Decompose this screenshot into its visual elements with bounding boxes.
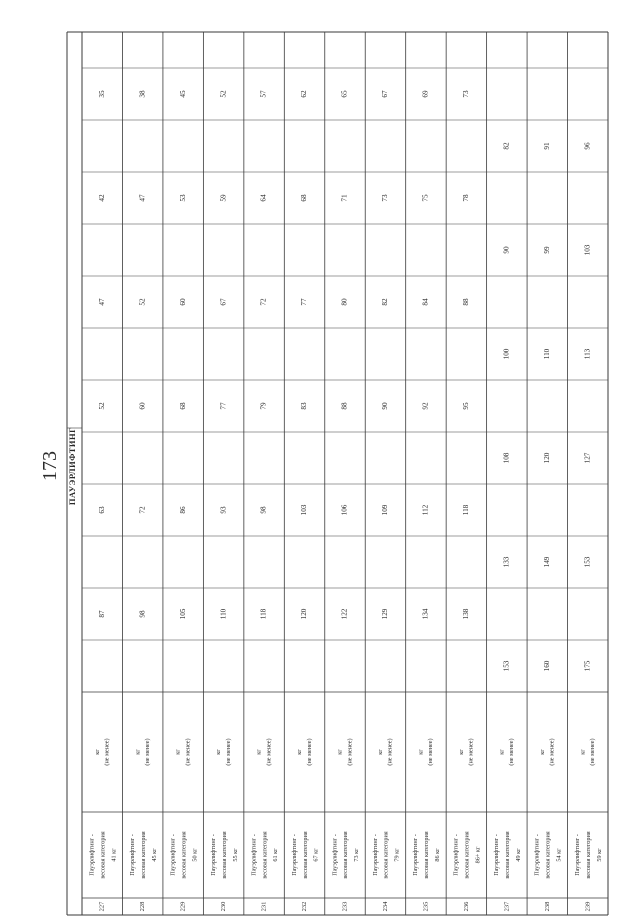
norm-value: 53: [178, 194, 187, 202]
norm-value: 98: [259, 506, 268, 514]
discipline-name-line: Пауэрлифтинг -: [452, 834, 460, 876]
discipline-name-line: 45 кг: [150, 848, 158, 862]
norm-value: 175: [583, 660, 592, 672]
norm-value: 87: [97, 610, 106, 618]
norm-value: 67: [381, 90, 390, 98]
norm-value: 118: [259, 608, 268, 620]
norm-value: 72: [259, 298, 268, 306]
norm-value: 122: [340, 608, 349, 620]
norm-value: 68: [300, 194, 309, 202]
norm-value: 52: [138, 298, 147, 306]
norm-value: 88: [340, 402, 349, 410]
discipline-name-line: Пауэрлифтинг -: [533, 834, 541, 876]
discipline-name-line: Пауэрлифтинг -: [574, 834, 582, 876]
row-number: 237: [503, 901, 511, 912]
unit-note: (не менее): [508, 738, 516, 766]
norm-value: 138: [462, 608, 471, 620]
discipline-name-line: 86+ кг: [474, 846, 482, 864]
norm-value: 45: [178, 90, 187, 98]
norm-value: 64: [259, 194, 268, 202]
norm-value: 86: [178, 506, 187, 514]
row-number: 227: [98, 901, 106, 912]
unit-note: (не менее): [346, 738, 354, 766]
discipline-name-line: Пауэрлифтинг -: [250, 834, 258, 876]
unit-label: кг: [498, 749, 506, 755]
norm-value: 110: [219, 608, 228, 620]
row-number: 233: [341, 901, 349, 912]
norm-value: 68: [178, 402, 187, 410]
norm-value: 90: [502, 246, 511, 254]
norm-value: 103: [583, 244, 592, 256]
discipline-name-line: Пауэрлифтинг -: [331, 834, 339, 876]
row-number: 232: [301, 901, 309, 912]
discipline-name-line: 67 кг: [312, 848, 320, 862]
discipline-name-line: весовая категория: [463, 831, 471, 879]
norm-value: 134: [421, 608, 430, 620]
norm-value: 35: [97, 90, 106, 98]
norm-value: 149: [542, 556, 551, 568]
unit-label: кг: [377, 749, 385, 755]
row-number: 236: [462, 901, 470, 912]
page-number: 173: [39, 451, 61, 481]
discipline-name-line: весовая категория: [504, 831, 512, 879]
discipline-name-line: 41 кг: [110, 848, 118, 862]
norm-value: 108: [502, 452, 511, 464]
norm-value: 112: [421, 504, 430, 516]
section-title: ПАУЭРЛИФТИНГ: [67, 426, 77, 506]
discipline-name-line: весовая категория: [301, 831, 309, 879]
unit-label: кг: [215, 749, 223, 755]
norm-value: 84: [421, 298, 430, 306]
norm-value: 105: [178, 608, 187, 620]
discipline-name-line: весовая категория: [342, 831, 350, 879]
unit-note: (не менее): [427, 738, 435, 766]
discipline-name-line: весовая категория: [585, 831, 593, 879]
norm-value: 47: [97, 298, 106, 306]
discipline-name-line: весовая категория: [261, 831, 269, 879]
discipline-name-line: 55 кг: [231, 848, 239, 862]
discipline-name-line: 54 кг: [555, 848, 563, 862]
norm-value: 153: [502, 660, 511, 672]
norm-value: 69: [421, 90, 430, 98]
row-number: 228: [139, 901, 147, 912]
discipline-name-line: весовая категория: [139, 831, 147, 879]
norm-value: 78: [462, 194, 471, 202]
norm-value: 67: [219, 298, 228, 306]
norm-value: 52: [97, 402, 106, 410]
discipline-name-line: 50 кг: [191, 848, 199, 862]
unit-note: (не менее): [386, 738, 394, 766]
unit-note: (не менее): [548, 738, 556, 766]
norm-value: 57: [259, 90, 268, 98]
row-number: 239: [584, 901, 592, 912]
norm-value: 75: [421, 194, 430, 202]
norm-value: 99: [542, 246, 551, 254]
norm-value: 88: [462, 298, 471, 306]
unit-note: (не менее): [224, 738, 232, 766]
norm-value: 93: [219, 506, 228, 514]
norm-value: 80: [340, 298, 349, 306]
unit-label: кг: [296, 749, 304, 755]
discipline-name-line: Пауэрлифтинг -: [493, 834, 501, 876]
norm-value: 73: [462, 90, 471, 98]
discipline-name-line: Пауэрлифтинг -: [371, 834, 379, 876]
norm-value: 90: [381, 402, 390, 410]
discipline-name-line: весовая категория: [180, 831, 188, 879]
norm-value: 47: [138, 194, 147, 202]
unit-note: (не менее): [265, 738, 273, 766]
norm-value: 60: [138, 402, 147, 410]
norm-value: 83: [300, 402, 309, 410]
discipline-name-line: весовая категория: [423, 831, 431, 879]
norm-value: 160: [542, 660, 551, 672]
discipline-name-line: Пауэрлифтинг -: [88, 834, 96, 876]
unit-note: (не менее): [589, 738, 597, 766]
norm-value: 62: [300, 90, 309, 98]
discipline-name-line: весовая категория: [99, 831, 107, 879]
row-number: 230: [220, 901, 228, 912]
norm-value: 63: [97, 506, 106, 514]
unit-label: кг: [255, 749, 263, 755]
norm-value: 65: [340, 90, 349, 98]
norm-value: 72: [138, 506, 147, 514]
norm-value: 106: [340, 504, 349, 516]
norm-value: 98: [138, 610, 147, 618]
norm-value: 103: [300, 504, 309, 516]
discipline-name-line: Пауэрлифтинг -: [290, 834, 298, 876]
norm-value: 52: [219, 90, 228, 98]
unit-label: кг: [417, 749, 425, 755]
norm-value: 71: [340, 194, 349, 202]
unit-label: кг: [457, 749, 465, 755]
norm-value: 110: [542, 348, 551, 360]
norm-value: 120: [300, 608, 309, 620]
row-number: 231: [260, 901, 268, 912]
unit-label: кг: [579, 749, 587, 755]
norm-value: 96: [583, 142, 592, 150]
unit-note: (не менее): [467, 738, 475, 766]
discipline-name-line: 86 кг: [434, 848, 442, 862]
discipline-name-line: 61 кг: [272, 848, 280, 862]
norm-value: 42: [97, 194, 106, 202]
norm-value: 77: [219, 402, 228, 410]
norm-value: 82: [381, 298, 390, 306]
unit-label: кг: [336, 749, 344, 755]
discipline-name-line: 49 кг: [515, 848, 523, 862]
row-number: 235: [422, 901, 430, 912]
norm-value: 38: [138, 90, 147, 98]
norm-value: 82: [502, 142, 511, 150]
norm-value: 118: [462, 504, 471, 516]
unit-note: (не менее): [305, 738, 313, 766]
unit-note: (не менее): [184, 738, 192, 766]
discipline-name-line: 79 кг: [393, 848, 401, 862]
norm-value: 95: [462, 402, 471, 410]
norm-value: 92: [421, 402, 430, 410]
norm-value: 100: [502, 348, 511, 360]
row-number: 238: [543, 901, 551, 912]
norm-value: 129: [381, 608, 390, 620]
unit-note: (не менее): [143, 738, 151, 766]
discipline-name-line: весовая категория: [544, 831, 552, 879]
norm-value: 73: [381, 194, 390, 202]
discipline-name-line: Пауэрлифтинг -: [412, 834, 420, 876]
unit-label: кг: [538, 749, 546, 755]
norm-value: 60: [178, 298, 187, 306]
row-number: 229: [179, 901, 187, 912]
row-number: 234: [381, 901, 389, 912]
norm-value: 153: [583, 556, 592, 568]
discipline-name-line: 59 кг: [595, 848, 603, 862]
discipline-name-line: весовая категория: [382, 831, 390, 879]
discipline-name-line: Пауэрлифтинг -: [169, 834, 177, 876]
discipline-name-line: 73 кг: [353, 848, 361, 862]
norm-value: 109: [381, 504, 390, 516]
unit-note: (не менее): [103, 738, 111, 766]
norm-value: 79: [259, 402, 268, 410]
norm-value: 133: [502, 556, 511, 568]
norm-value: 77: [300, 298, 309, 306]
unit-label: кг: [134, 749, 142, 755]
norm-value: 91: [542, 142, 551, 150]
discipline-name-line: весовая категория: [220, 831, 228, 879]
unit-label: кг: [93, 749, 101, 755]
norm-value: 59: [219, 194, 228, 202]
norm-value: 113: [583, 348, 592, 360]
discipline-name-line: Пауэрлифтинг -: [128, 834, 136, 876]
norm-value: 120: [542, 452, 551, 464]
discipline-name-line: Пауэрлифтинг -: [209, 834, 217, 876]
unit-label: кг: [174, 749, 182, 755]
norm-value: 127: [583, 452, 592, 464]
